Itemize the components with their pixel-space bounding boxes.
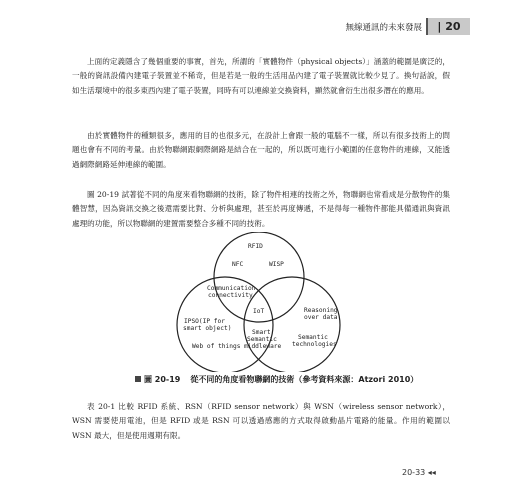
paragraph-1: 上面的定義隱含了幾個重要的事實，首先，所謂的「實體物件（physical objects）」涵蓋的範圍是廣泛的，一般的資訊設備內建電子裝置並不稀奇，但是若是一般的生活用品內建了電子裝置就比較少見了。換句話說，假如生活環境中的很多東西內建了電子裝置，同時有可以連線並交換資料，顯然就會衍生出很多潛在的應用。 [72, 56, 450, 95]
chapter-number: | 20 [426, 18, 470, 35]
label-smart-2: Semantic [247, 336, 277, 343]
paragraph-4: 表 20-1 比較 RFID 系統、RSN（RFID sensor network）與 WSN（wireless sensor network），WSN 需要使用電池，但是 RFID 或是 RSN 可以透過感應的方式取得啟動晶片電路的能量。作用的範圍以 WSN 最大，但是使用週期有限。 [72, 401, 450, 440]
label-web-of-things: Web of things [192, 343, 241, 350]
label-semantic-2: technologies [292, 341, 337, 348]
label-ipso-1: IPSO(IP for [184, 318, 225, 325]
semantic-circle [244, 277, 340, 372]
label-ipso-2: smart object) [183, 325, 232, 332]
label-iot: IoT [253, 308, 265, 315]
label-semantic-1: Semantic [298, 334, 328, 341]
label-reasoning-1: Reasoning [304, 307, 338, 314]
figure-number: 圖 20-19 [144, 375, 181, 384]
label-smart-3: middleware [244, 343, 282, 350]
label-reasoning-2: over data [304, 314, 338, 321]
caption-text: 從不同的角度看物聯網的技術（參考資料來源：Atzori 2010） [190, 375, 419, 384]
page-header [300, 18, 470, 36]
figure-caption [135, 374, 418, 385]
venn-diagram [140, 232, 380, 372]
chapter-title: 無線通訊的未來發展 [345, 23, 422, 33]
caption-marker-icon [135, 376, 141, 382]
label-nfc: NFC [232, 261, 244, 268]
label-wisp: WISP [269, 261, 284, 268]
label-rfid: RFID [248, 243, 263, 250]
page-footer: 20-33 ◂◂ [402, 468, 436, 477]
label-connectivity: connectivity [208, 292, 253, 299]
label-communication: Communication [207, 285, 256, 292]
label-smart-1: Smart [252, 329, 271, 336]
paragraph-3: 圖 20-19 試著從不同的角度來看物聯網的技術，除了物件相連的技術之外，物聯網也常看成是分散物件的集體智慧，因為資訊交換之後還需要比對、分析與處理，甚至於再度傳遞，不是得每一種物件都能具備通訊與資訊處理的功能，所以物聯網的建置需要整合多種不同的技術。 [72, 189, 450, 228]
paragraph-2: 由於實體物件的種類很多，應用的目的也很多元，在設計上會跟一般的電腦不一樣，所以有很多技術上的問題也會有不同的考量。由於物聯網跟網際網路是結合在一起的，所以既可進行小範圍的任意物件的連線，又能透過網際網路延伸連線的範圍。 [72, 130, 450, 169]
